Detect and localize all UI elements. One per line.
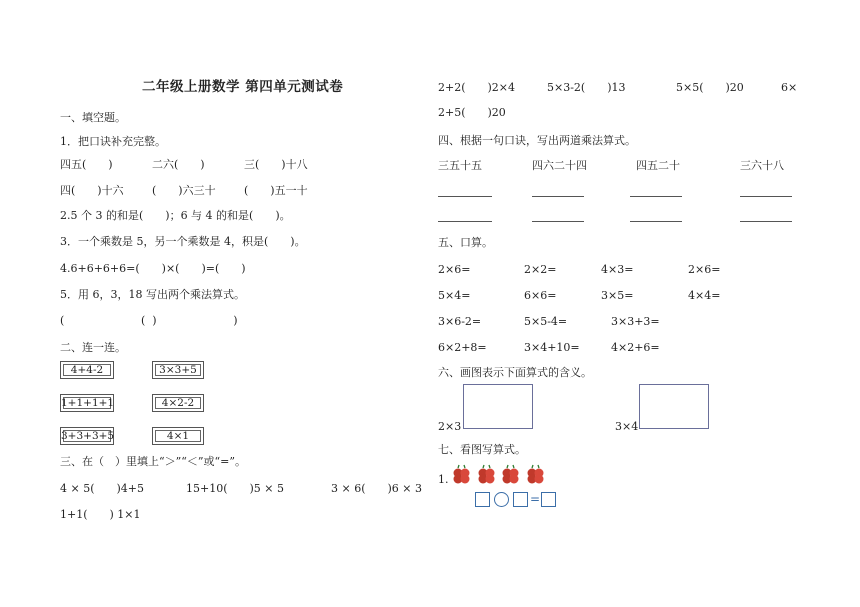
s5-item: 6×6=	[524, 289, 557, 302]
question-4: 4.6+6+6+6=( )×( )=( )	[60, 262, 246, 275]
section-2-heading: 二、连一连。	[60, 341, 126, 354]
operator-circle[interactable]	[494, 492, 509, 507]
answer-line[interactable]	[630, 196, 682, 197]
s5-item: 4×4=	[688, 289, 721, 302]
s3-row1-item-3: 3 × 6( )6 × 3	[331, 482, 422, 495]
section-4-heading: 四、根据一句口诀，写出两道乘法算式。	[438, 134, 636, 147]
s5-item: 3×6-2=	[438, 315, 482, 328]
answer-line[interactable]	[630, 221, 682, 222]
q1-row2-item-2: ( )六三十	[152, 184, 216, 197]
connect-left-box-2[interactable]: 1+1+1+1	[60, 394, 114, 412]
s6-item-2: 3×4	[615, 420, 639, 433]
connect-left-box-3[interactable]: 3+3+3+5	[60, 427, 114, 445]
s5-item: 6×2+8=	[438, 341, 487, 354]
s3-row1-item-1: 4 × 5( )4+5	[60, 482, 145, 495]
s5-item: 2×6=	[438, 263, 471, 276]
answer-line[interactable]	[532, 221, 584, 222]
drawing-box-1[interactable]	[463, 384, 533, 429]
s5-item: 5×4=	[438, 289, 471, 302]
section-5-heading: 五、口算。	[438, 236, 493, 249]
s4-item-3: 四五二十	[636, 159, 680, 172]
answer-square-1[interactable]	[475, 492, 490, 507]
s3-row2-item-1: 1+1( ) 1×1	[60, 508, 141, 521]
q1-row1-item-2: 二六( )	[152, 158, 205, 171]
drawing-box-2[interactable]	[639, 384, 709, 429]
section-6-heading: 六、画图表示下面算式的含义。	[438, 366, 592, 379]
answer-line[interactable]	[438, 196, 492, 197]
connect-right-box-2[interactable]: 4×2-2	[152, 394, 204, 412]
s5-item: 3×5=	[601, 289, 634, 302]
answer-square-2[interactable]	[513, 492, 528, 507]
q1-row2-item-3: ( )五一十	[244, 184, 308, 197]
s5-item: 5×5-4=	[524, 315, 568, 328]
s5-item: 4×2+6=	[611, 341, 660, 354]
s5-item: 3×3+3=	[611, 315, 660, 328]
s6-item-1: 2×3	[438, 420, 462, 433]
apple-icon	[502, 468, 520, 486]
question-2: 2.5 个 3 的和是( )；6 与 4 的和是( )。	[60, 209, 291, 222]
s5-item: 2×2=	[524, 263, 557, 276]
q5-blank-2: ( )	[141, 314, 238, 327]
answer-line[interactable]	[740, 196, 792, 197]
q1-row1-item-3: 三( )十八	[244, 158, 308, 171]
question-5: 5．用 6，3，18 写出两个乘法算式。	[60, 288, 245, 301]
s5-item: 2×6=	[688, 263, 721, 276]
s3-row1-item-2: 15+10( )5 × 5	[186, 482, 285, 495]
apple-icon	[478, 468, 496, 486]
equals-sign: =	[530, 492, 541, 506]
question-3: 3．一个乘数是 5，另一个乘数是 4，积是( )。	[60, 235, 306, 248]
section-7-heading: 七、看图写算式。	[438, 443, 526, 456]
q1-row1-item-1: 四五( )	[60, 158, 113, 171]
question-1: 1．把口诀补充完整。	[60, 135, 166, 148]
section-3-heading: 三、在（ ）里填上“＞”“＜”或“=”。	[60, 455, 246, 468]
s3-cont-item-1: 2+2( )2×4	[438, 81, 516, 94]
s3-cont-row2: 2+5( )20	[438, 106, 506, 119]
answer-line[interactable]	[438, 221, 492, 222]
answer-line[interactable]	[532, 196, 584, 197]
answer-line[interactable]	[740, 221, 792, 222]
s4-item-4: 三六十八	[740, 159, 784, 172]
s3-cont-item-3: 5×5( )20	[676, 81, 744, 94]
s5-item: 4×3=	[601, 263, 634, 276]
s3-cont-item-4: 6×	[781, 81, 798, 94]
apple-icon	[527, 468, 545, 486]
q1-row2-item-1: 四( )十六	[60, 184, 124, 197]
connect-left-box-1[interactable]: 4+4-2	[60, 361, 114, 379]
answer-square-3[interactable]	[541, 492, 556, 507]
s4-item-2: 四六二十四	[532, 159, 587, 172]
page-title: 二年级上册数学 第四单元测试卷	[142, 79, 344, 95]
s3-cont-item-2: 5×3-2( )13	[547, 81, 626, 94]
q5-blank-1: ( )	[60, 314, 157, 327]
s7-question-1: 1.	[438, 473, 449, 486]
apple-icon	[453, 468, 471, 486]
section-1-heading: 一、填空题。	[60, 111, 126, 124]
connect-right-box-1[interactable]: 3×3+5	[152, 361, 204, 379]
s4-item-1: 三五十五	[438, 159, 482, 172]
s5-item: 3×4+10=	[524, 341, 580, 354]
connect-right-box-3[interactable]: 4×1	[152, 427, 204, 445]
